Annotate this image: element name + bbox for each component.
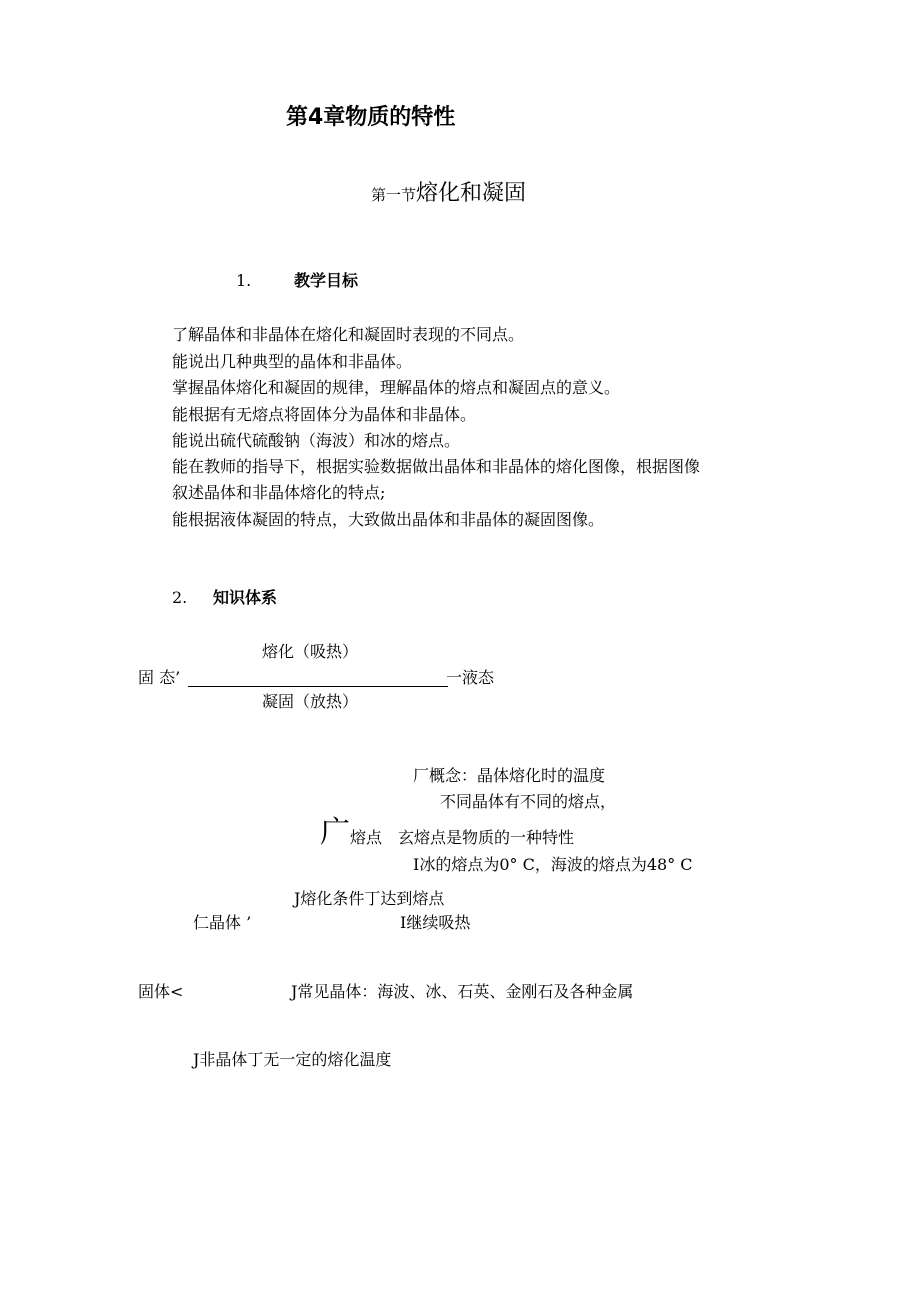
objective-line: 能根据液体凝固的特点，大致做出晶体和非晶体的凝固图像。: [172, 510, 605, 529]
common-crystals-line: J常见晶体：海波、冰、石英、金刚石及各种金属: [291, 982, 634, 1001]
objective-line: 了解晶体和非晶体在熔化和凝固时表现的不同点。: [172, 325, 525, 344]
objective-line: 能在教师的指导下，根据实验数据做出晶体和非晶体的熔化图像，根据图像: [172, 457, 701, 476]
crystal-label: 仁晶体 ’: [193, 913, 252, 932]
property-line: 玄熔点是物质的一种特性: [398, 828, 575, 847]
solid-label: 固体<: [138, 982, 184, 1001]
section-prefix: 第一节: [371, 186, 417, 204]
chapter-title: 第4章物质的特性: [286, 105, 456, 130]
melting-point-label: 熔点: [350, 828, 383, 847]
liquid-state: 一液态: [446, 668, 495, 687]
objective-line: 掌握晶体熔化和凝固的规律，理解晶体的熔点和凝固点的意义。: [172, 378, 621, 397]
amorphous-line: J非晶体丁无一定的熔化温度: [193, 1050, 392, 1069]
phase-arrow-line: [188, 686, 448, 687]
part2-heading: 知识体系: [213, 588, 278, 607]
part2-number: 2.: [172, 588, 188, 607]
absorb-line: I继续吸热: [400, 913, 471, 932]
section-name: 熔化和凝固: [416, 181, 527, 206]
concept-line: 厂概念：晶体熔化时的温度: [413, 766, 606, 785]
part1-number: 1.: [236, 271, 252, 290]
different-line: 不同晶体有不同的熔点，: [440, 792, 617, 811]
solid-state: 固 态’: [138, 668, 181, 687]
values-line: I冰的熔点为0° C，海波的熔点为48° C: [413, 855, 693, 874]
objective-line: 叙述晶体和非晶体熔化的特点;: [172, 483, 386, 502]
objective-line: 能说出硫代硫酸钠（海波）和冰的熔点。: [172, 431, 461, 450]
solidifying-label: 凝固（放热）: [262, 692, 359, 711]
part1-heading: 教学目标: [294, 271, 359, 290]
section-title: [371, 181, 527, 206]
bracket-glyph: 广: [320, 815, 350, 850]
condition-line: J熔化条件丁达到熔点: [294, 889, 445, 908]
melting-label: 熔化（吸热）: [262, 642, 359, 661]
objective-line: 能根据有无熔点将固体分为晶体和非晶体。: [172, 405, 477, 424]
objective-line: 能说出几种典型的晶体和非晶体。: [172, 352, 413, 371]
